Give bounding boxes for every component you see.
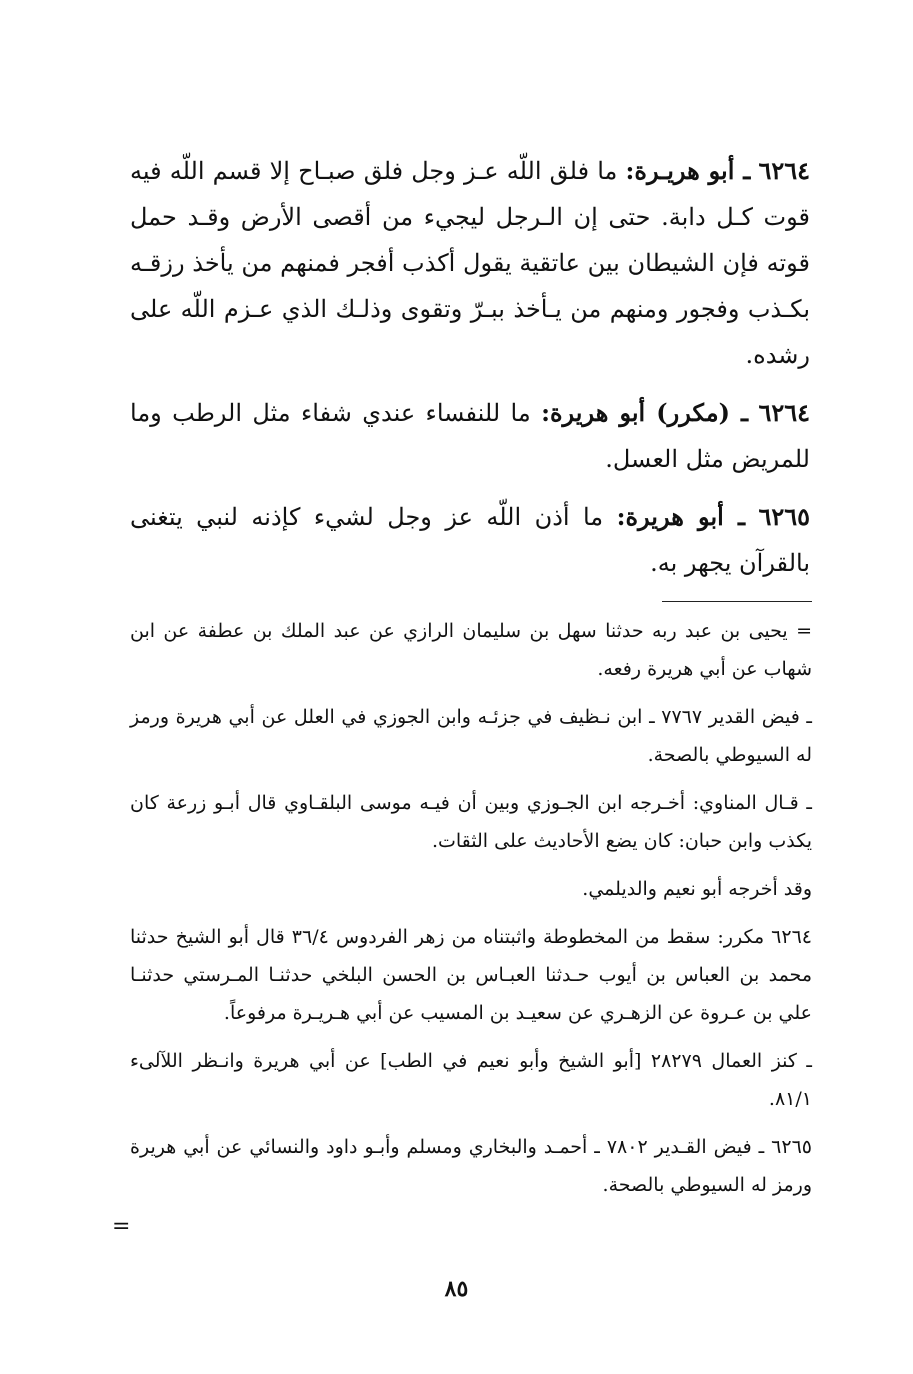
hadith-text: ما فلق اللّه عـز وجل فلق صبـاح إلا قسم اللّه فيه قوت كـل دابة. حتى إن الـرجل ليجيء من أقصى الأرض وقـد حمل قوته فإن الشيطان بين عاتقية يقول أكذب أفجر فمنهم من يأخذ رزقـه بكـذب وفجور ومنهم من يـأخذ ببـرّ وتقوى وذلـك الذي عـزم اللّه على رشده.: [130, 157, 810, 369]
footnotes: [130, 612, 812, 1214]
hadith-number: ٦٢٦٥: [758, 502, 811, 531]
footnote: ٦٢٦٥ ـ فيض القـدير ٧٨٠٢ ـ أحمـد والبخاري ومسلم وأبـو داود والنسائي عن أبي هريرة ورمز له السيوطي بالصحة.: [130, 1136, 812, 1196]
hadith-6264: ٦٢٦٤ ـ أبو هريـرة: ما فلق اللّه عـز وجل فلق صبـاح إلا قسم اللّه فيه قوت كـل دابة. حتى إن الـرجل ليجيء من أقصى الأرض وقـد حمل قوته فإن الشيطان بين عاتقية يقول أكذب أفجر فمنهم من يأخذ رزقـه بكـذب وفجور ومنهم من يـأخذ ببـرّ وتقوى وذلـك الذي عـزم اللّه على رشده.: [130, 156, 810, 369]
hadith-text: ما أذن اللّه عز وجل لشيء كإذنه لنبي يتغنى بالقرآن يجهر به.: [130, 503, 810, 577]
hadith-narrator: (مكرر) أبو هريرة:: [541, 398, 730, 427]
hadith-number: ٦٢٦٤: [758, 156, 810, 185]
footnote-divider: [662, 601, 812, 602]
hadith-narrator: أبو هريـرة:: [625, 156, 735, 185]
footnote: ـ قـال المناوي: أخـرجه ابن الجـوزي وبين أن فيـه موسى البلقـاوي قال أبـو زرعة كان يكذب وابن حبان: كان يضع الأحاديث على الثقات.: [130, 792, 812, 852]
hadith-narrator: أبو هريرة:: [616, 502, 724, 531]
footnote: ـ كنز العمال ٢٨٢٧٩ [أبو الشيخ وأبو نعيم في الطب] عن أبي هريرة وانـظر اللآلىء ٨١/١.: [130, 1050, 812, 1110]
hadith-text: ما للنفساء عندي شفاء مثل الرطب وما للمريض مثل العسل.: [130, 399, 810, 473]
footnote: = يحيى بن عبد ربه حدثنا سهل بن سليمان الرازي عن عبد الملك بن عطفة عن ابن شهاب عن أبي هريرة رفعه.: [130, 620, 812, 680]
footnote: ٦٢٦٤ مكرر: سقط من المخطوطة واثبتناه من زهر الفردوس ٣٦/٤ قال أبو الشيخ حدثنا محمد بن العباس بن أيوب حـدثنا العبـاس بن الحسن البلخي حدثنـا المـرستي حدثنـا علي بن عـروة عن الزهـري عن سعيـد بن المسيب عن أبي هـريـرة مرفوعاً.: [130, 926, 812, 1024]
footnote: ـ فيض القدير ٧٧٦٧ ـ ابن نـظيف في جزئـه وابن الجوزي في العلل عن أبي هريرة ورمز له السيوطي بالصحة.: [130, 706, 812, 766]
footnote: وقد أخرجه أبو نعيم والديلمي.: [582, 878, 812, 900]
main-text: [130, 148, 810, 598]
hadith-number: ٦٢٦٤: [758, 398, 810, 427]
hadith-6265: ٦٢٦٥ ـ أبو هريرة: ما أذن اللّه عز وجل لشيء كإذنه لنبي يتغنى بالقرآن يجهر به.: [130, 502, 811, 577]
continuation-mark: =: [112, 1214, 131, 1239]
hadith-6264-repeat: ٦٢٦٤ ـ (مكرر) أبو هريرة: ما للنفساء عندي شفاء مثل الرطب وما للمريض مثل العسل.: [130, 398, 810, 473]
page-number: ٨٥: [444, 1276, 469, 1302]
